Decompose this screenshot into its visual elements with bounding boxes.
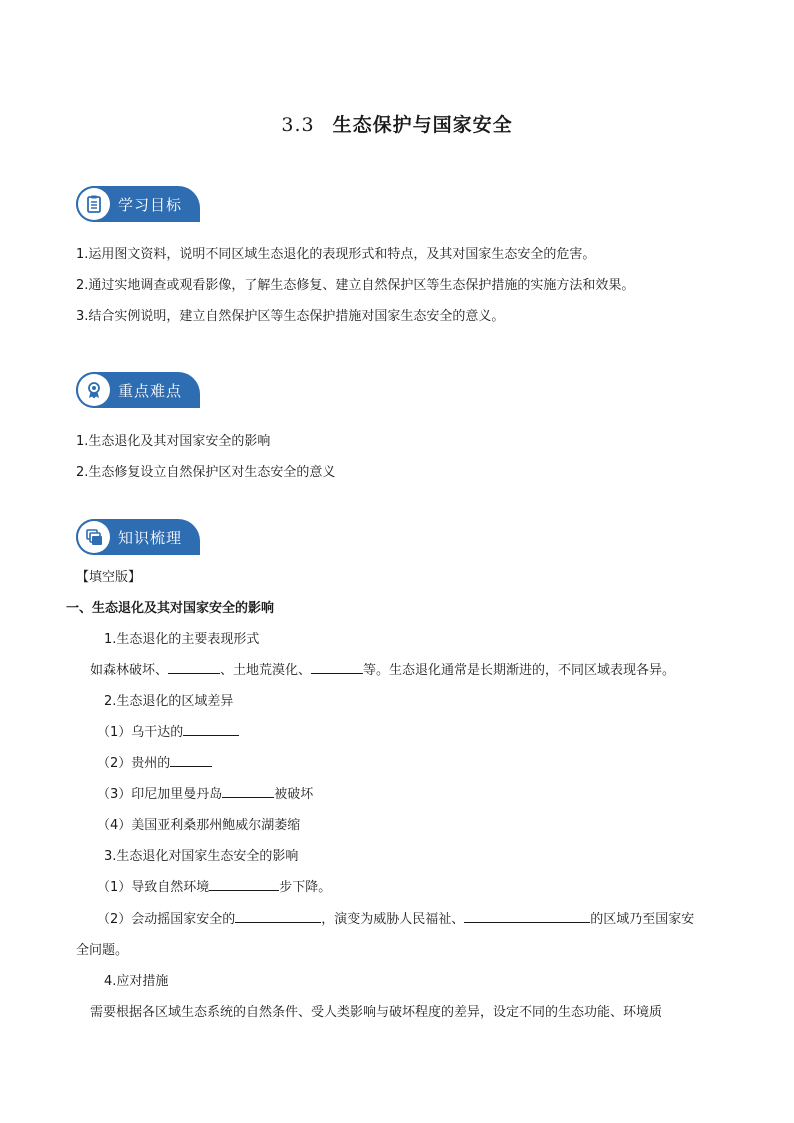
keypoints-label: 重点难点 [118,381,183,400]
keypoints-header [76,372,200,408]
fill-blank[interactable] [311,660,363,674]
objective-item: 1.运用图文资料，说明不同区域生态退化的表现形式和特点，及其对国家生态安全的危害。 [76,247,596,262]
list-item: （2）会动摇国家安全的 ，演变为威胁人民福祉、 的区域乃至国家安 [97,908,694,927]
knowledge-label: 知识梳理 [118,528,183,547]
list-item: （1）导致自然环境 步下降。 [97,876,331,895]
fill-blank[interactable] [209,877,279,891]
fill-version-label: 【填空版】 [76,570,142,585]
keypoint-item: 2.生态修复设立自然保护区对生态安全的意义 [76,465,336,480]
paragraph-1: 如森林破坏、 、土地荒漠化、 等。生态退化通常是长期渐进的，不同区域表现各异。 [90,659,675,678]
keypoint-item: 1.生态退化及其对国家安全的影响 [76,434,271,449]
fill-blank[interactable] [168,660,220,674]
fill-blank[interactable] [170,753,212,767]
list-item: （1）乌干达的 [97,721,239,740]
stacked-cards-icon [78,521,110,553]
list-item-continuation: 全问题。 [76,943,129,958]
page-title [0,110,794,137]
fill-blank[interactable] [183,722,239,736]
objective-item: 3.结合实例说明，建立自然保护区等生态保护措施对国家生态安全的意义。 [76,309,505,324]
objectives-header [76,186,200,222]
award-ribbon-icon [78,374,110,406]
list-item: （2）贵州的 [97,752,212,771]
fill-blank[interactable] [222,784,274,798]
subheading-3: 3.生态退化对国家生态安全的影响 [104,849,299,864]
clipboard-icon [78,188,110,220]
objectives-label: 学习目标 [118,195,183,214]
fill-blank[interactable] [235,909,321,923]
paragraph-4: 需要根据各区域生态系统的自然条件、受人类影响与破坏程度的差异，设定不同的生态功能、环境质 [90,1005,663,1020]
fill-blank[interactable] [464,909,590,923]
knowledge-header [76,519,200,555]
objective-item: 2.通过实地调查或观看影像，了解生态修复、建立自然保护区等生态保护措施的实施方法和效果。 [76,278,635,293]
list-item: （3）印尼加里曼丹岛 被破坏 [97,783,313,802]
title-text: 生态保护与国家安全 [332,114,513,136]
subheading-1: 1.生态退化的主要表现形式 [104,632,260,647]
list-item: （4）美国亚利桑那州鲍威尔湖萎缩 [97,818,301,833]
subheading-4: 4.应对措施 [104,974,169,989]
section-number: 3.3 [281,114,315,136]
heading-1: 一、生态退化及其对国家安全的影响 [66,601,275,616]
subheading-2: 2.生态退化的区域差异 [104,694,234,709]
